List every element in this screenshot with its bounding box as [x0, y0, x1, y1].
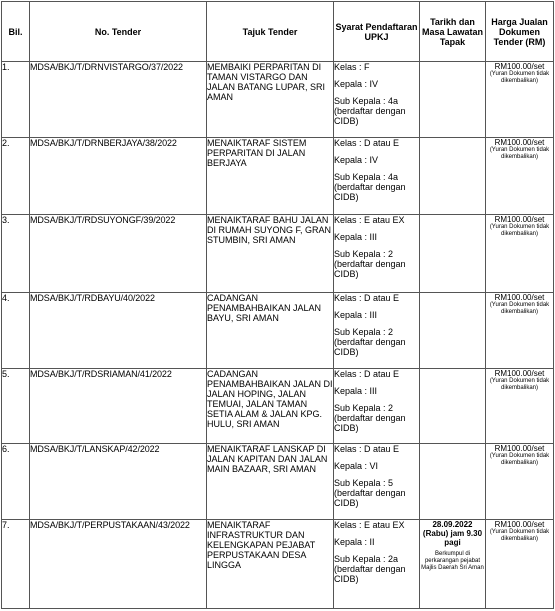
- row-site-visit: [420, 520, 486, 609]
- row-tender-number: MDSA/BKJ/T/RDSRIAMAN/41/2022: [30, 369, 207, 444]
- row-tender-title: MENAIKTARAF SISTEM PERPARITAN DI JALAN BERJAYA: [207, 138, 334, 215]
- row-tender-number: MDSA/BKJ/T/RDBAYU/40/2022: [30, 293, 207, 369]
- row-tender-title: MENAIKTARAF BAHU JALAN DI RUMAH SUYONG F, GRAN STUMBIN, SRI AMAN: [207, 215, 334, 293]
- row-registration-requirements: [334, 369, 420, 444]
- row-tender-number: MDSA/BKJ/T/LANSKAP/42/2022: [30, 444, 207, 520]
- row-registration-requirements: [334, 62, 420, 138]
- header-no-tender: No. Tender: [30, 2, 207, 62]
- kelas-text: Kelas : E atau EX: [334, 215, 405, 225]
- price-note: (Yuran Dokumen tidak dikembalikan): [489, 378, 550, 391]
- row-document-price: [486, 369, 554, 444]
- price-note: (Yuran Dokumen tidak dikembalikan): [489, 224, 550, 237]
- header-tajuk-tender: Tajuk Tender: [207, 2, 334, 62]
- header-syarat-pendaftaran: Syarat Pendaftaran UPKJ: [334, 2, 420, 62]
- row-document-price: [486, 62, 554, 138]
- row-document-price: [486, 215, 554, 293]
- kepala-text: Kepala : II: [334, 537, 375, 547]
- row-tender-title: MENAIKTARAF LANSKAP DI JALAN KAPITAN DAN JALAN MAIN BAZAAR, SRI AMAN: [207, 444, 334, 520]
- cidb-text: (berdaftar dengan CIDB): [334, 564, 406, 584]
- kepala-text: Kepala : III: [334, 386, 378, 396]
- table-row: [2, 444, 554, 520]
- sub-kepala-text: Sub Kepala : 2: [334, 403, 394, 413]
- row-tender-title: CADANGAN PENAMBAHBAIKAN JALAN DI JALAN HOPING, JALAN TEMUAI, JALAN TAMAN SETIA ALAM & JALAN KPG. HULU, SRI AMAN: [207, 369, 334, 444]
- row-bil: 7.: [2, 520, 30, 609]
- row-site-visit: [420, 138, 486, 215]
- row-site-visit: [420, 62, 486, 138]
- row-document-price: [486, 138, 554, 215]
- cidb-text: (berdaftar dengan CIDB): [334, 413, 406, 433]
- price-note: (Yuran Dokumen tidak dikembalikan): [489, 529, 550, 542]
- cidb-text: (berdaftar dengan CIDB): [334, 488, 406, 508]
- sub-kepala-text: Sub Kepala : 2a: [334, 554, 399, 564]
- cidb-text: (berdaftar dengan CIDB): [334, 337, 406, 357]
- price-note: (Yuran Dokumen tidak dikembalikan): [489, 147, 550, 160]
- row-bil: 2.: [2, 138, 30, 215]
- row-tender-number: MDSA/BKJ/T/RDSUYONGF/39/2022: [30, 215, 207, 293]
- price-note: (Yuran Dokumen tidak dikembalikan): [489, 302, 550, 315]
- kepala-text: Kepala : III: [334, 232, 378, 242]
- cidb-text: (berdaftar dengan CIDB): [334, 182, 406, 202]
- table-row: [2, 62, 554, 138]
- sub-kepala-text: Sub Kepala : 4a: [334, 96, 399, 106]
- price-text: RM100.00/set: [494, 520, 545, 529]
- row-tender-title: MENAIKTARAF INFRASTRUKTUR DAN KELENGKAPAN PEJABAT PERPUSTAKAAN DESA LINGGA: [207, 520, 334, 609]
- header-tarikh-masa: Tarikh dan Masa Lawatan Tapak: [420, 2, 486, 62]
- row-tender-title: CADANGAN PENAMBAHBAIKAN JALAN BAYU, SRI AMAN: [207, 293, 334, 369]
- kelas-text: Kelas : F: [334, 62, 370, 72]
- row-site-visit: [420, 293, 486, 369]
- price-text: RM100.00/set: [494, 215, 545, 224]
- row-bil: 3.: [2, 215, 30, 293]
- kepala-text: Kepala : III: [334, 310, 378, 320]
- kelas-text: Kelas : D atau E: [334, 369, 400, 379]
- table-row: [2, 520, 554, 609]
- row-tender-number: MDSA/BKJ/T/DRNBERJAYA/38/2022: [30, 138, 207, 215]
- price-text: RM100.00/set: [494, 369, 545, 378]
- sub-kepala-text: Sub Kepala : 5: [334, 478, 394, 488]
- price-text: RM100.00/set: [494, 444, 545, 453]
- row-tender-number: MDSA/BKJ/T/DRNVISTARGO/37/2022: [30, 62, 207, 138]
- kelas-text: Kelas : D atau E: [334, 444, 400, 454]
- table-header-row: [2, 2, 554, 62]
- price-note: (Yuran Dokumen tidak dikembalikan): [489, 71, 550, 84]
- row-registration-requirements: [334, 215, 420, 293]
- site-visit-note: Berkumpul di perkarangan pejabat Majlis Daerah Sri Aman: [421, 551, 484, 571]
- sub-kepala-text: Sub Kepala : 2: [334, 249, 394, 259]
- site-visit-datetime: 28.09.2022 (Rabu) jam 9.30 pagi: [422, 520, 483, 547]
- row-registration-requirements: [334, 293, 420, 369]
- row-registration-requirements: [334, 138, 420, 215]
- kelas-text: Kelas : D atau E: [334, 138, 400, 148]
- kepala-text: Kepala : VI: [334, 461, 379, 471]
- sub-kepala-text: Sub Kepala : 4a: [334, 172, 399, 182]
- row-tender-title: MEMBAIKI PERPARITAN DI TAMAN VISTARGO DAN JALAN BATANG LUPAR, SRI AMAN: [207, 62, 334, 138]
- row-document-price: [486, 444, 554, 520]
- sub-kepala-text: Sub Kepala : 2: [334, 327, 394, 337]
- kepala-text: Kepala : IV: [334, 155, 379, 165]
- table-row: [2, 369, 554, 444]
- row-site-visit: [420, 444, 486, 520]
- row-document-price: [486, 293, 554, 369]
- table-row: [2, 215, 554, 293]
- kelas-text: Kelas : E atau EX: [334, 520, 405, 530]
- header-bil: Bil.: [2, 2, 30, 62]
- price-text: RM100.00/set: [494, 293, 545, 302]
- row-site-visit: [420, 215, 486, 293]
- row-bil: 5.: [2, 369, 30, 444]
- row-site-visit: [420, 369, 486, 444]
- price-text: RM100.00/set: [494, 138, 545, 147]
- row-document-price: [486, 520, 554, 609]
- row-bil: 1.: [2, 62, 30, 138]
- row-registration-requirements: [334, 520, 420, 609]
- tender-table: [1, 1, 554, 609]
- row-registration-requirements: [334, 444, 420, 520]
- price-note: (Yuran Dokumen tidak dikembalikan): [489, 453, 550, 466]
- row-tender-number: MDSA/BKJ/T/PERPUSTAKAAN/43/2022: [30, 520, 207, 609]
- table-row: [2, 138, 554, 215]
- row-bil: 6.: [2, 444, 30, 520]
- header-harga-jualan: Harga Jualan Dokumen Tender (RM): [486, 2, 554, 62]
- row-bil: 4.: [2, 293, 30, 369]
- cidb-text: (berdaftar dengan CIDB): [334, 259, 406, 279]
- price-text: RM100.00/set: [494, 62, 545, 71]
- kepala-text: Kepala : IV: [334, 79, 379, 89]
- table-row: [2, 293, 554, 369]
- table-body: [2, 62, 554, 609]
- cidb-text: (berdaftar dengan CIDB): [334, 106, 406, 126]
- kelas-text: Kelas : D atau E: [334, 293, 400, 303]
